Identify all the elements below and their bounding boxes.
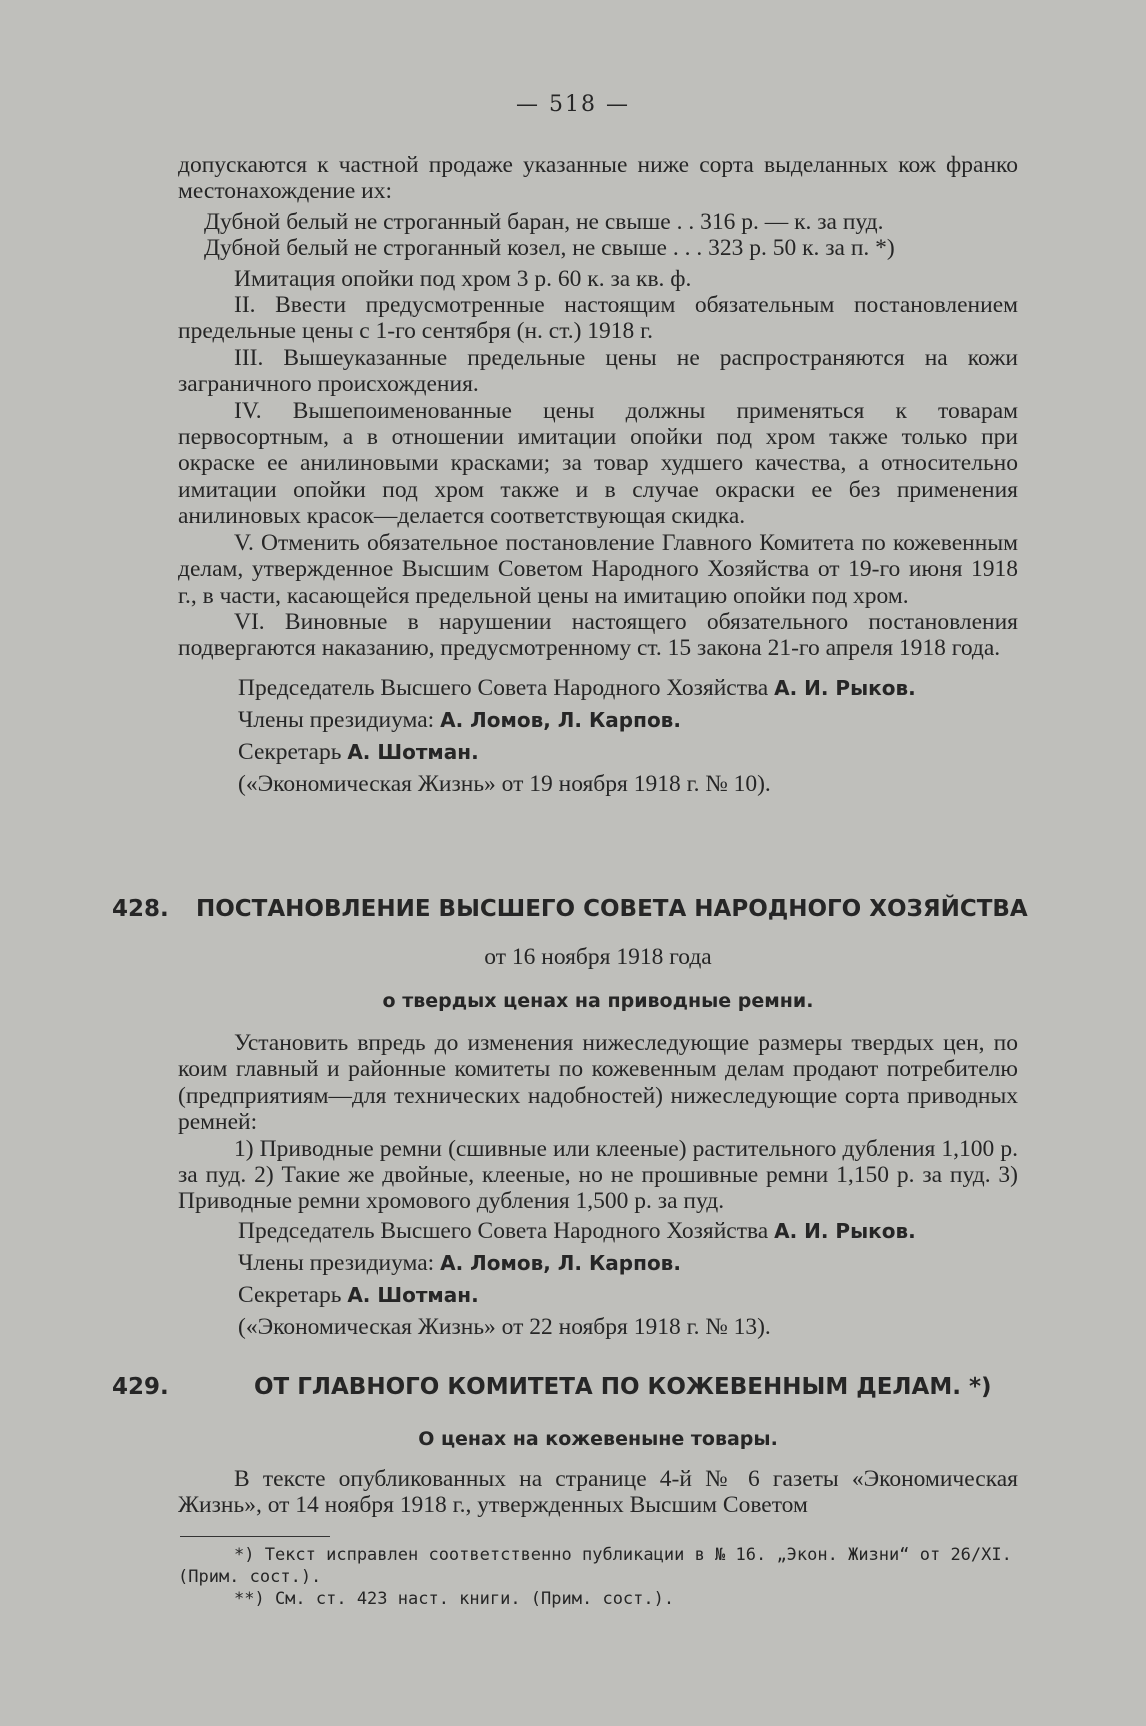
footnote-divider: [180, 1536, 330, 1537]
doc-427-continuation: [178, 152, 1018, 800]
signature-secretary: Секретарь А. Шотман.: [238, 1281, 479, 1308]
paragraph-ii: II. Ввести предусмотренные настоящим обязательным постановлением предельные цены с 1-го сентября (н. ст.) 1918 г.: [178, 292, 1018, 345]
signature-secretary: Секретарь А. Шотман.: [238, 738, 479, 765]
doc-429-number: 429.: [112, 1374, 169, 1400]
paragraph-imitation: Имитация опойки под хром 3 р. 60 к. за кв. ф.: [234, 265, 692, 292]
secretary-name: А. Шотман.: [347, 1282, 479, 1307]
chairman-name: А. И. Рыков.: [774, 675, 916, 700]
doc-429-title: ОТ ГЛАВНОГО КОМИТЕТА ПО КОЖЕВЕННЫМ ДЕЛАМ. *): [254, 1374, 992, 1400]
footnote-1: *) Текст исправлен соответственно публикации в № 16. „Экон. Жизни“ от 26/XI. (Прим. сост.).: [178, 1545, 1012, 1587]
doc-429-paragraph-1: В тексте опубликованных на странице 4-й № 6 газеты «Экономическая Жизнь», от 14 ноября 1918 г., утвержденных Высшим Советом: [178, 1466, 1018, 1519]
price-line-kozel: Дубной белый не строганный козел, не свыше . . . 323 р. 50 к. за п. *): [204, 235, 895, 262]
doc-428-paragraph-2: 1) Приводные ремни (сшивные или клееные) растительного дубления 1,100 р. за пуд. 2) Такие же двойные, клееные, но не прошивные ремни 1,150 р. за пуд. 3) Приводные ремни хромового дубления 1,500 р. за пуд.: [178, 1135, 1018, 1215]
members-names: А. Ломов, Л. Карпов.: [440, 707, 681, 732]
source-citation: («Экономическая Жизнь» от 22 ноября 1918 г. № 13).: [238, 1313, 771, 1340]
doc-429-body: [178, 1466, 1018, 1519]
chairman-name: А. И. Рыков.: [774, 1218, 916, 1243]
footnotes: [178, 1544, 1018, 1610]
doc-428-body: [178, 1030, 1018, 1343]
doc-428-paragraph-1: Установить впредь до изменения нижеследующие размеры твердых цен, по коим главный и районные комитеты по кожевенным делам продают потребителю (предприятиям—для технических надобностей) нижеследующие сорта приводных ремней:: [178, 1030, 1018, 1136]
price-line-baran: Дубной белый не строганный баран, не свыше . . 316 р. — к. за пуд.: [204, 208, 884, 235]
paragraph-v: V. Отменить обязательное постановление Главного Комитета по кожевенным делам, утвержденное Высшим Советом Народного Хозяйства от 19-го июня 1918 г., в части, касающейся предельной цены на имитацию опойки под хром.: [178, 529, 1018, 609]
doc-427-intro: допускаются к частной продаже указанные ниже сорта выделанных кож франко местонахождение их:: [178, 152, 1018, 205]
signature-members: Члены президиума: А. Ломов, Л. Карпов.: [238, 1249, 681, 1276]
doc-428-number: 428.: [112, 896, 169, 922]
signature-members: Члены президиума: А. Ломов, Л. Карпов.: [238, 706, 681, 733]
signature-chairman: Председатель Высшего Совета Народного Хозяйства А. И. Рыков.: [238, 674, 916, 701]
secretary-name: А. Шотман.: [347, 739, 479, 764]
doc-428-title: ПОСТАНОВЛЕНИЕ ВЫСШЕГО СОВЕТА НАРОДНОГО ХОЗЯЙСТВА: [196, 896, 1028, 922]
paragraph-iii: III. Вышеуказанные предельные цены не распространяются на кожи заграничного происхождения.: [178, 344, 1018, 398]
footnote-2: **) См. ст. 423 наст. книги. (Прим. сост.).: [234, 1589, 675, 1609]
signature-chairman: Председатель Высшего Совета Народного Хозяйства А. И. Рыков.: [238, 1217, 916, 1244]
doc-428-date: от 16 ноября 1918 года: [484, 944, 712, 970]
doc-428-subtitle: о твердых ценах на приводные ремни.: [382, 990, 814, 1012]
members-names: А. Ломов, Л. Карпов.: [440, 1250, 681, 1275]
doc-429-subtitle: О ценах на кожевеныне товары.: [418, 1428, 778, 1450]
page-number: — 518 —: [516, 92, 630, 117]
paragraph-iv: IV. Вышепоименованные цены должны применяться к товарам первосортным, а в отношении имитации опойки под хром также только при окраске ее анилиновыми красками; за товар худшего качества, а относительно имитации опойки под хром также и в случае окраски ее без применения анилиновых красок—делается соответствующая скидка.: [178, 397, 1018, 530]
source-citation: («Экономическая Жизнь» от 19 ноября 1918 г. № 10).: [238, 770, 771, 797]
paragraph-vi: VI. Виновные в нарушении настоящего обязательного постановления подвергаются наказанию, предусмотренному ст. 15 закона 21-го апреля 1918 года.: [178, 608, 1018, 662]
